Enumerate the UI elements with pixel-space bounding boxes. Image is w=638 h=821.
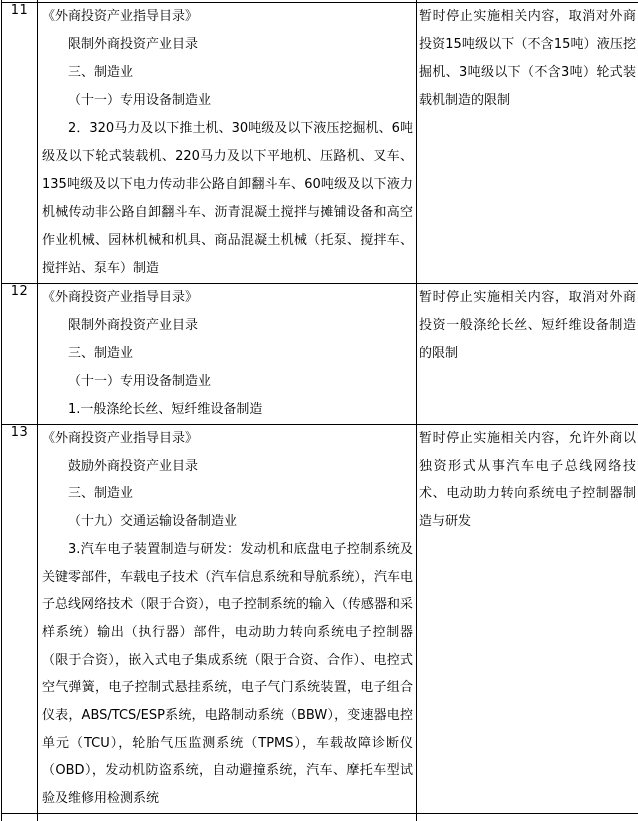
catalog-content-cell [38,3,417,284]
table-row [2,3,638,284]
row-number: 12 [10,284,29,299]
empty-cell [417,813,638,821]
industry-section: 三、制造业 [68,65,134,80]
adjustment-note-cell [417,3,638,284]
industry-subsection: （十一）专用设备制造业 [68,374,212,389]
industry-section: 三、制造业 [68,486,134,502]
row-number-cell [2,425,38,814]
catalog-title: 《外商投资产业指导目录》 [42,290,199,305]
adjustment-note-cell [417,284,638,425]
adjustment-note: 暂时停止实施相关内容，取消对外商投资一般涤纶长丝、短纤维设备制造的限制 [419,290,636,361]
row-number: 11 [10,3,29,18]
table-row-partial-bottom [2,813,638,821]
industry-section: 三、制造业 [68,346,134,361]
catalog-title: 《外商投资产业指导目录》 [42,9,199,24]
industry-subsection: （十九）交通运输设备制造业 [68,514,238,530]
row-number: 13 [10,425,29,440]
catalog-content-cell [38,284,417,425]
catalog-item-text: 3.汽车电子装置制造与研发：发动机和底盘电子控制系统及关键零部件，车载电子技术（汽车信息系统和导航系统），汽车电子总线网络技术（限于合资），电子控制系统的输入（传感器和采样系统）输出（执行器）部件，电动助力转向系统电子控制器（限于合资），嵌入式电子集成系统（限于合资、合作）、电控式空气弹簧，电子控制式悬挂系统，电子气门系统装置，电子组合仪表，ABS/TCS/ESP系统，电路制动系统（BBW），变速器电控单元（TCU），轮胎气压监测系统（TPMS），车载故障诊断仪（OBD），发动机防盗系统，自动避撞系统，汽车、摩托车型试验及维修用检测系统 [42,541,413,807]
row-number-cell [2,3,38,284]
table-row [2,425,638,814]
catalog-category: 鼓励外商投资产业目录 [68,458,199,474]
regulation-table [1,0,638,821]
industry-subsection: （十一）专用设备制造业 [68,93,212,108]
row-number-cell [2,284,38,425]
adjustment-note: 暂时停止实施相关内容，取消对外商投资15吨级以下（不含15吨）液压挖掘机、3吨级以下（不含3吨）轮式装载机制造的限制 [419,9,636,108]
adjustment-note: 暂时停止实施相关内容，允许外商以独资形式从事汽车电子总线网络技术、电动助力转向系统电子控制器制造与研发 [419,431,636,530]
catalog-title: 《外商投资产业指导目录》 [42,431,199,446]
catalog-content-cell [38,425,417,814]
catalog-category: 限制外商投资产业目录 [68,318,199,333]
adjustment-note-cell [417,425,638,814]
table-row [2,284,638,425]
empty-cell [38,813,417,821]
empty-cell [2,813,38,821]
catalog-item-text: 2．320马力及以下推土机、30吨级及以下液压挖掘机、6吨级及以下轮式装载机、220马力及以下平地机、压路机、叉车、135吨级及以下电力传动非公路自卸翻斗车、60吨级及以下液力机械传动非公路自卸翻斗车、沥青混凝土搅拌与摊铺设备和高空作业机械、园林机械和机具、商品混凝土机械（托泵、搅拌车、搅拌站、泵车）制造 [42,121,413,276]
catalog-category: 限制外商投资产业目录 [68,37,199,52]
catalog-item-text: 1.一般涤纶长丝、短纤维设备制造 [68,402,263,417]
